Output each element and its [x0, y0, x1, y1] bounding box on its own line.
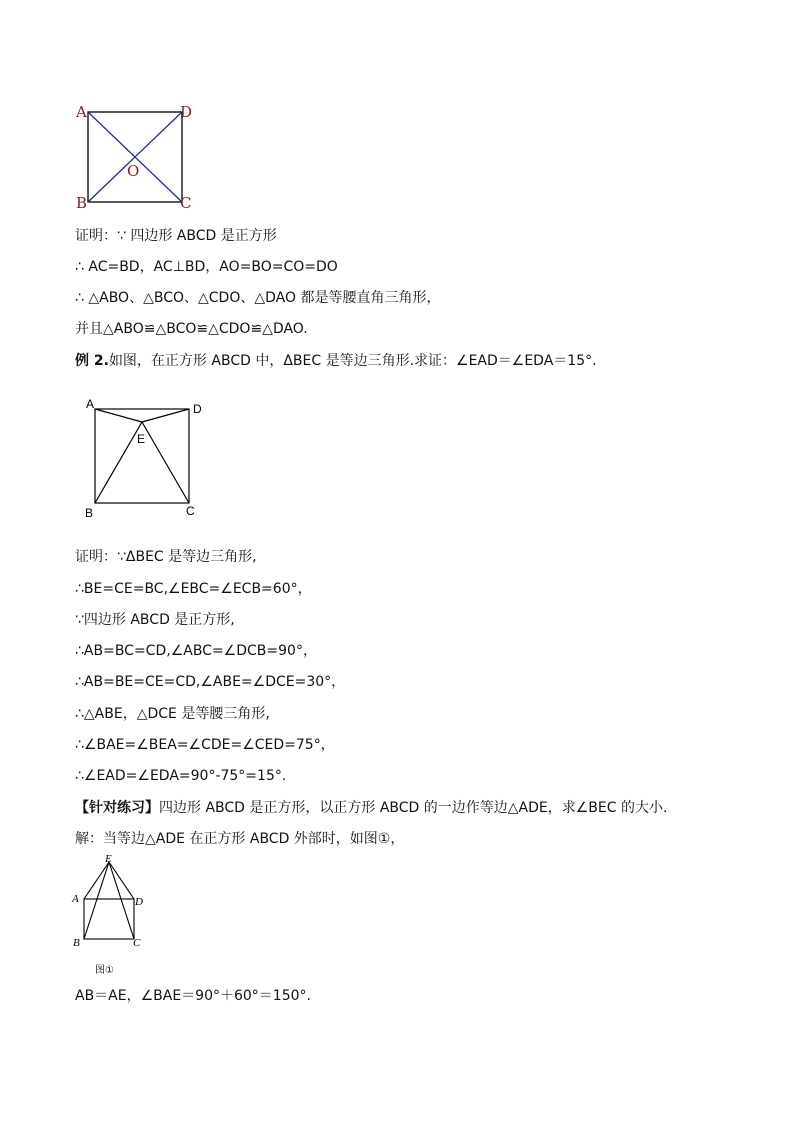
proof2-line-3: ∵四边形 ABCD 是正方形, [75, 612, 235, 628]
figure-caption: 图① [95, 965, 114, 976]
label-b: B [73, 937, 80, 949]
proof1-line-3: ∴ △ABO、△BCO、△CDO、△DAO 都是等腰直角三角形， [75, 290, 441, 306]
label-o: O [127, 162, 140, 180]
label-d: D [193, 402, 202, 416]
figure-square-outer-triangle [68, 853, 158, 978]
practice-statement [75, 799, 667, 817]
proof2-line-6: ∴△ABE，△DCE 是等腰三角形, [75, 706, 270, 722]
practice-text: 四边形 ABCD 是正方形，以正方形 ABCD 的一边作等边△ADE，求∠BEC 的大小. [159, 800, 668, 816]
label-c: C [133, 937, 141, 949]
practice-label: 【针对练习】 [75, 800, 159, 816]
figure-square-diagonals [70, 100, 200, 210]
proof2-line-4: ∴AB=BC=CD,∠ABC=∠DCB=90°， [75, 643, 317, 659]
proof2-line-5: ∴AB=BE=CE=CD,∠ABE=∠DCE=30°， [75, 674, 346, 690]
proof2-line-7: ∴∠BAE=∠BEA=∠CDE=∠CED=75°， [75, 737, 335, 753]
proof2-line-2: ∴BE=CE=BC,∠EBC=∠ECB=60°， [75, 581, 312, 597]
label-e: E [105, 853, 112, 865]
example2-text: 如图，在正方形 ABCD 中，ΔBEC 是等边三角形.求证：∠EAD＝∠EDA＝15°. [108, 353, 597, 369]
label-a: A [76, 103, 87, 121]
proof1-line-1: 证明：∵ 四边形 ABCD 是正方形 [75, 228, 277, 244]
figure-square-triangle [82, 396, 212, 520]
answer-line: AB＝AE，∠BAE＝90°＋60°＝150°. [75, 988, 311, 1004]
label-b: B [85, 506, 94, 520]
practice-solution: 解：当等边△ADE 在正方形 ABCD 外部时，如图①， [75, 831, 405, 847]
example2-statement [75, 352, 597, 370]
label-a: A [72, 893, 79, 905]
label-c: C [180, 194, 192, 212]
proof2-line-1: 证明：∵ΔBEC 是等边三角形, [75, 549, 257, 565]
proof2-line-8: ∴∠EAD=∠EDA=90°-75°=15°. [75, 768, 287, 784]
example2-label: 例 2. [75, 353, 109, 369]
label-d: D [135, 896, 143, 908]
label-e: E [137, 432, 146, 446]
proof1-line-4: 并且△ABO≌△BCO≌△CDO≌△DAO. [75, 321, 308, 337]
label-c: C [186, 504, 195, 518]
proof1-line-2: ∴ AC=BD，AC⊥BD，AO=BO=CO=DO [75, 259, 338, 275]
label-a: A [86, 397, 95, 411]
label-d: D [180, 103, 193, 121]
label-b: B [76, 194, 88, 212]
